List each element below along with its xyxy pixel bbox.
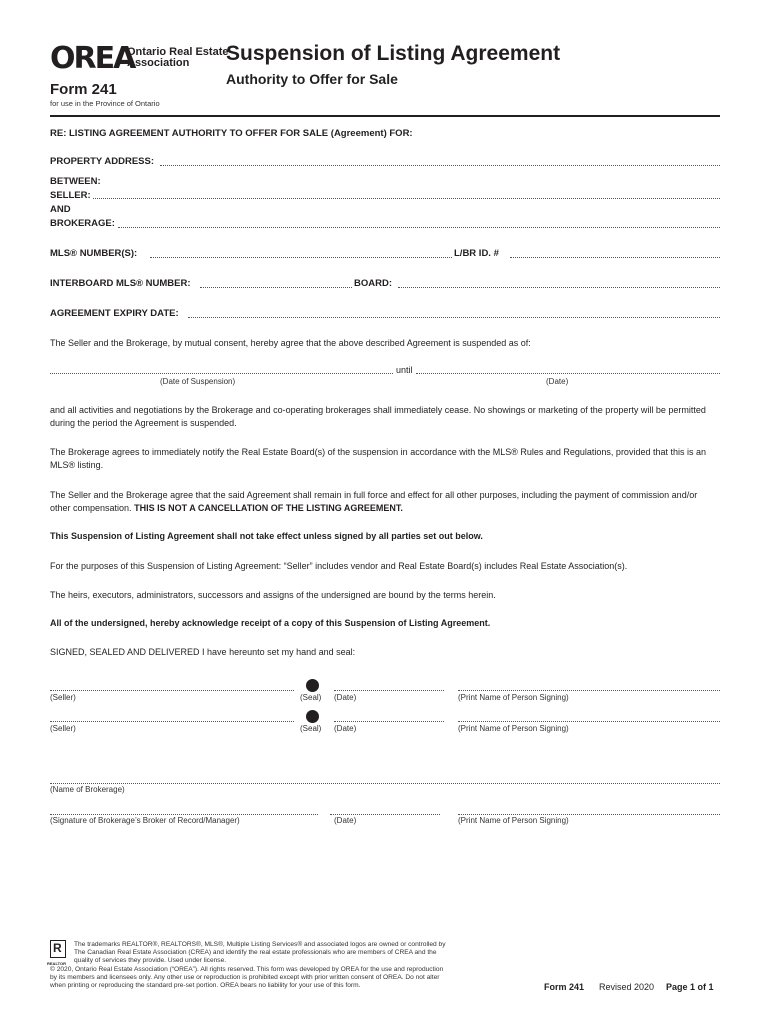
expiry-date-label: AGREEMENT EXPIRY DATE:: [50, 308, 179, 319]
brokerage-field[interactable]: [118, 219, 720, 228]
org-name-line2: Association: [127, 57, 190, 69]
seller2-seal-caption: (Seal): [300, 724, 322, 733]
interboard-mls-field[interactable]: [200, 279, 352, 288]
seller-field[interactable]: [88, 190, 720, 199]
footer-revised: Revised 2020: [599, 982, 655, 992]
seller1-print-name-caption: (Print Name of Person Signing): [458, 693, 569, 702]
cease-paragraph: and all activities and negotiations by the Brokerage and co-operating brokerages shall immediately cease. No showings or marketing of the property will be permitted during the period the Agreement is suspended.: [50, 405, 706, 428]
seller2-print-name-field[interactable]: [458, 713, 720, 722]
orea-logo: OREA: [50, 41, 135, 76]
seal-icon: [306, 710, 319, 723]
seller2-signature-field[interactable]: [50, 713, 294, 722]
trademark-line: The trademarks REALTOR®, REALTORS®, MLS®, Multiple Listing Services® and associated logos are owned or controlled by: [74, 941, 446, 948]
heirs-paragraph: The heirs, executors, administrators, successors and assigns of the undersigned are bound by the terms herein.: [50, 590, 496, 600]
seller2-caption: (Seller): [50, 724, 76, 733]
suspension-paragraph: The Seller and the Brokerage, by mutual consent, hereby agree that the above described Agreement is suspended as of:: [50, 338, 531, 348]
province-note: for use in the Province of Ontario: [50, 99, 160, 108]
seller1-seal-caption: (Seal): [300, 693, 322, 702]
org-name: [127, 47, 228, 69]
trademark-notice: [74, 941, 514, 966]
broker-print-name-caption: (Print Name of Person Signing): [458, 816, 569, 825]
realtor-logo-caption: REALTOR: [47, 961, 66, 966]
end-date-caption: (Date): [546, 377, 569, 386]
suspension-end-field[interactable]: [416, 365, 720, 374]
seller2-date-caption: (Date): [334, 724, 357, 733]
seller1-date-field[interactable]: [334, 682, 444, 691]
trademark-line: quality of services they provide. Used under license.: [74, 957, 227, 965]
brokerage-label: BROKERAGE:: [50, 218, 115, 229]
seller1-date-caption: (Date): [334, 693, 357, 702]
broker-print-name-field[interactable]: [458, 806, 720, 815]
document-subtitle: Authority to Offer for Sale: [226, 71, 398, 87]
broker-signature-field[interactable]: [50, 806, 318, 815]
effect-paragraph: This Suspension of Listing Agreement shall not take effect unless signed by all parties set out below.: [50, 531, 483, 541]
lbr-id-field[interactable]: [510, 249, 720, 258]
footer-form-number: Form 241: [544, 982, 585, 992]
copyright-line: © 2020, Ontario Real Estate Association (“OREA”). All rights reserved. This form was developed by OREA for the use and reproduction: [50, 966, 444, 973]
document-title: Suspension of Listing Agreement: [226, 42, 561, 65]
brokerage-name-field[interactable]: [50, 775, 720, 784]
seal-icon: [306, 679, 319, 692]
copyright-notice: [50, 966, 520, 991]
purposes-paragraph: For the purposes of this Suspension of Listing Agreement: “Seller” includes vendor and Real Estate Board(s) includes Real Estate Association(s).: [50, 561, 628, 571]
org-name-line1: Ontario Real Estate: [127, 46, 229, 58]
seller1-print-name-field[interactable]: [458, 682, 720, 691]
between-label: BETWEEN:: [50, 176, 101, 187]
not-cancellation-text: THIS IS NOT A CANCELLATION OF THE LISTING AGREEMENT.: [134, 503, 403, 513]
lbr-id-label: L/BR ID. #: [454, 248, 499, 259]
date-of-suspension-caption: (Date of Suspension): [160, 377, 236, 386]
expiry-date-field[interactable]: [188, 309, 720, 318]
seller1-signature-field[interactable]: [50, 682, 294, 691]
seller1-caption: (Seller): [50, 693, 76, 702]
broker-date-caption: (Date): [334, 816, 357, 825]
acknowledge-paragraph: All of the undersigned, hereby acknowledge receipt of a copy of this Suspension of Listing Agreement.: [50, 618, 491, 628]
re-line: RE: LISTING AGREEMENT AUTHORITY TO OFFER FOR SALE (Agreement) FOR:: [50, 128, 413, 139]
seller2-date-field[interactable]: [334, 713, 444, 722]
signed-sealed-paragraph: SIGNED, SEALED AND DELIVERED I have hereunto set my hand and seal:: [50, 647, 356, 657]
force-paragraph-text: The Seller and the Brokerage agree that the said Agreement shall remain in full force and effect for all other purposes, including the payment of commission and/or other compensation.: [50, 490, 698, 513]
broker-date-field[interactable]: [330, 806, 440, 815]
copyright-line: by its members and licensees only. Any other use or reproduction is prohibited except with prior written consent of OREA. Do not alter: [50, 974, 440, 982]
notify-paragraph: The Brokerage agrees to immediately notify the Real Estate Board(s) of the suspension in accordance with the MLS® Rules and Regulations, provided that this is an MLS® listing.: [50, 447, 706, 470]
copyright-line: when printing or reproducing the standard pre-set portion. OREA bears no liability for your use of this form.: [50, 982, 361, 990]
mls-numbers-field[interactable]: [150, 249, 452, 258]
brokerage-name-caption: (Name of Brokerage): [50, 785, 125, 794]
force-paragraph: [50, 489, 720, 515]
footer-page-number: Page 1 of 1: [666, 982, 714, 992]
header-divider: [50, 115, 720, 117]
seller-label: SELLER:: [50, 190, 91, 201]
board-label: BOARD:: [354, 278, 392, 289]
until-label: until: [396, 365, 413, 375]
form-number: Form 241: [50, 81, 117, 98]
trademark-line: The Canadian Real Estate Association (CREA) and identify the real estate professionals who are members of CREA and the: [74, 949, 437, 957]
and-label: AND: [50, 204, 71, 215]
mls-numbers-label: MLS® NUMBER(S):: [50, 248, 138, 259]
interboard-mls-label: INTERBOARD MLS® NUMBER:: [50, 278, 191, 289]
broker-signature-caption: (Signature of Brokerage’s Broker of Record/Manager): [50, 816, 240, 825]
realtor-logo-letter: R: [53, 941, 62, 955]
suspension-start-field[interactable]: [50, 365, 393, 374]
property-address-label: PROPERTY ADDRESS:: [50, 156, 154, 167]
property-address-field[interactable]: [160, 157, 720, 166]
board-field[interactable]: [398, 279, 720, 288]
seller2-print-name-caption: (Print Name of Person Signing): [458, 724, 569, 733]
